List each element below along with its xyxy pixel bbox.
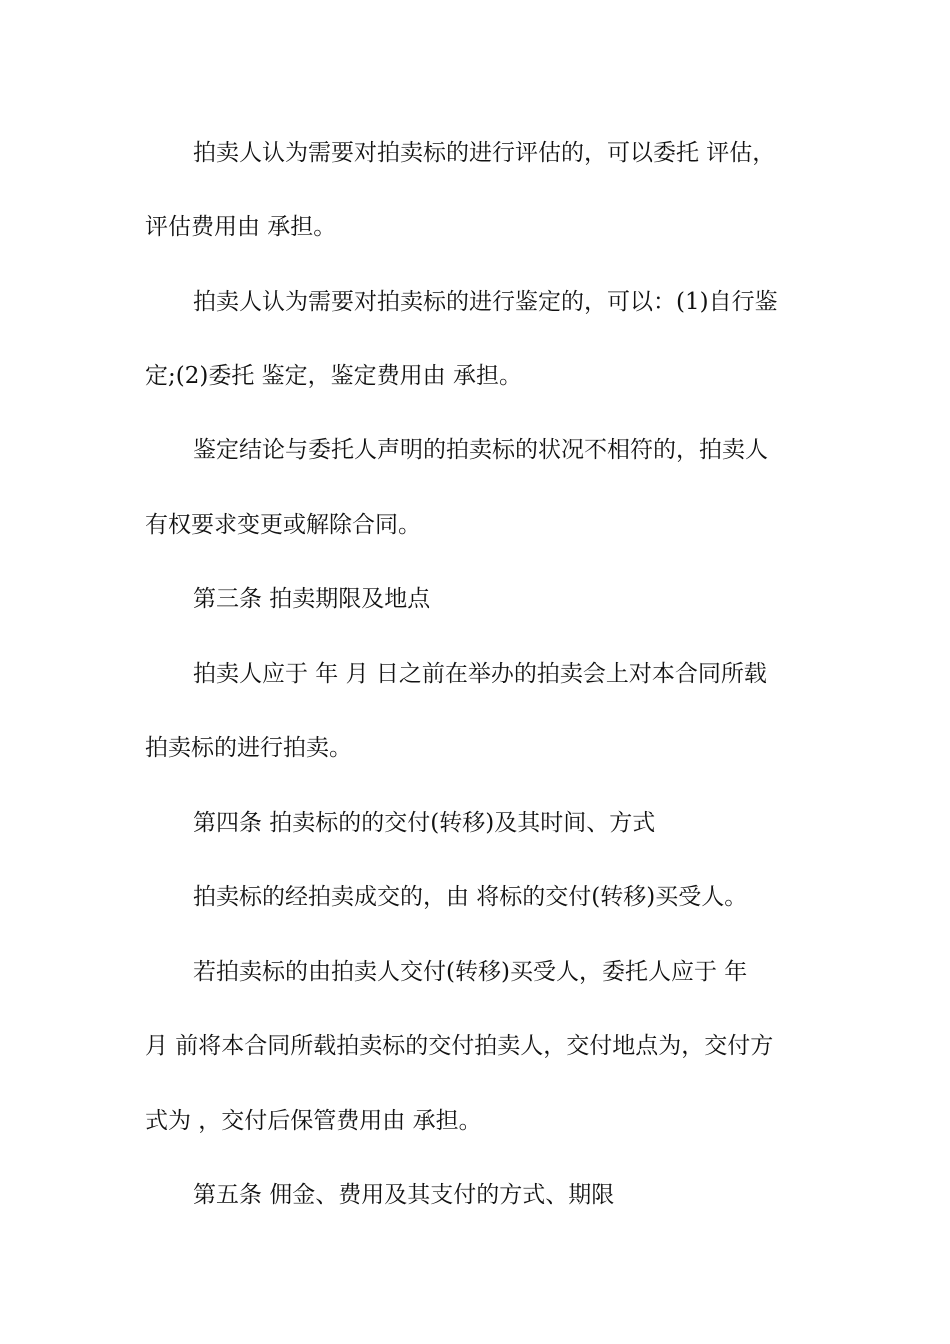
paragraph-line: 鉴定结论与委托人声明的拍卖标的状况不相符的，拍卖人 (193, 437, 768, 463)
paragraph-line: 定;(2)委托 鉴定，鉴定费用由 承担。 (145, 363, 522, 389)
paragraph-line: 拍卖人认为需要对拍卖标的进行评估的，可以委托 评估， (193, 140, 776, 166)
section-heading: 第四条 拍卖标的的交付(转移)及其时间、方式 (193, 810, 656, 836)
paragraph-line: 式为 ，交付后保管费用由 承担。 (145, 1108, 482, 1134)
paragraph-line: 月 前将本合同所载拍卖标的交付拍卖人，交付地点为，交付方 (145, 1033, 774, 1059)
paragraph-line: 拍卖标的进行拍卖。 (145, 735, 352, 761)
paragraph-line: 有权要求变更或解除合同。 (145, 512, 421, 538)
paragraph-line: 拍卖人认为需要对拍卖标的进行鉴定的，可以：(1)自行鉴 (193, 289, 778, 315)
section-heading: 第五条 佣金、费用及其支付的方式、期限 (193, 1182, 615, 1208)
paragraph-line: 若拍卖标的由拍卖人交付(转移)买受人，委托人应于 年 (193, 959, 748, 985)
paragraph-line: 拍卖标的经拍卖成交的，由 将标的交付(转移)买受人。 (193, 884, 748, 910)
section-heading: 第三条 拍卖期限及地点 (193, 586, 431, 612)
paragraph-line: 拍卖人应于 年 月 日之前在举办的拍卖会上对本合同所载 (193, 661, 767, 687)
paragraph-line: 评估费用由 承担。 (145, 214, 337, 240)
